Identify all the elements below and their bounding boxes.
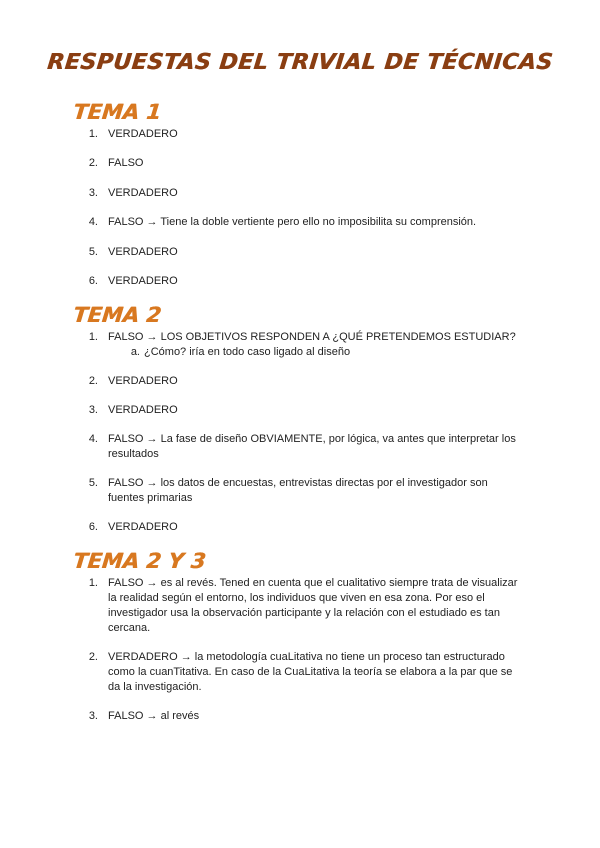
list-item-text: FALSO → al revés: [108, 710, 200, 722]
list-item-text: FALSO → La fase de diseño OBVIAMENTE, por lógica, va antes que interpretar los: [108, 433, 516, 445]
list-item-text: FALSO → LOS OBJETIVOS RESPONDEN A ¿QUÉ PRETENDEMOS ESTUDIAR?: [108, 331, 516, 343]
list-item-text: FALSO → los datos de encuestas, entrevistas directas por el investigador son: [108, 477, 488, 489]
list-item-number: 6.: [88, 521, 98, 533]
list-item-text: investigador usa la observación participante y la relación con el estudiado es tan: [108, 607, 500, 619]
list-item-text: VERDADERO: [108, 246, 178, 258]
list-item-text: VERDADERO: [108, 128, 178, 140]
sub-item-text: ¿Cómo? iría en todo caso ligado al diseño: [144, 346, 351, 358]
list-item-text: fuentes primarias: [108, 492, 193, 504]
section-heading-tema-2: TEMA 2: [72, 303, 163, 327]
list-item-number: 5.: [88, 246, 98, 258]
list-item-number: 5.: [88, 477, 98, 489]
list-item-text: FALSO → Tiene la doble vertiente pero ello no imposibilita su comprensión.: [108, 216, 477, 228]
list-item-text: resultados: [108, 448, 159, 460]
list-item-text: la realidad según el entorno, los individuos que viven en esa zona. Por eso el: [108, 592, 485, 604]
list-item-text: FALSO: [108, 157, 144, 169]
list-item-number: 3.: [88, 187, 98, 199]
section-heading-tema-2-y-3: TEMA 2 Y 3: [72, 549, 207, 573]
list-item-number: 4.: [88, 433, 98, 445]
list-item-number: 3.: [88, 404, 98, 416]
sub-item-letter: a.: [130, 346, 140, 358]
list-item-number: 2.: [88, 375, 98, 387]
list-item-text: VERDADERO: [108, 521, 178, 533]
list-item-number: 6.: [88, 275, 98, 287]
page-title: RESPUESTAS DEL TRIVIAL DE TÉCNICAS: [46, 50, 554, 75]
list-item-text: VERDADERO: [108, 375, 178, 387]
list-item-number: 1.: [88, 577, 98, 589]
list-item-text: VERDADERO: [108, 404, 178, 416]
list-item-text: VERDADERO: [108, 275, 178, 287]
list-item-number: 4.: [88, 216, 98, 228]
list-item-number: 2.: [88, 651, 98, 663]
section-heading-tema-1: TEMA 1: [72, 100, 163, 124]
list-item-number: 2.: [88, 157, 98, 169]
list-item-text: da la investigación.: [108, 681, 202, 693]
list-item-text: FALSO → es al revés. Tened en cuenta que el cualitativo siempre trata de visualizar: [108, 577, 518, 589]
list-item-number: 1.: [88, 331, 98, 343]
list-item-number: 3.: [88, 710, 98, 722]
list-item-text: VERDADERO: [108, 187, 178, 199]
list-item-text: cercana.: [108, 622, 151, 634]
list-item-text: como la cuanTitativa. En caso de la CuaLitativa la teoría se elabora a la par que se: [108, 666, 513, 678]
list-item-text: VERDADERO → la metodología cuaLitativa no tiene un proceso tan estructurado: [108, 651, 505, 663]
list-item-number: 1.: [88, 128, 98, 140]
